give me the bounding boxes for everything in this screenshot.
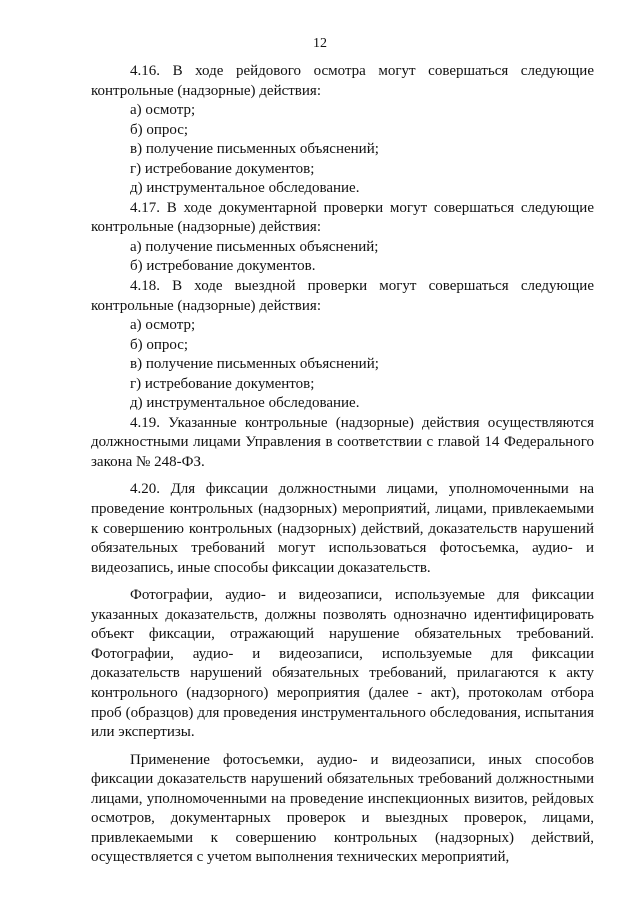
section-4-17-item-b: б) истребование документов. [130, 258, 316, 275]
section-4-16-item-g: г) истребование документов; [130, 160, 315, 177]
photo-requirements-paragraph: Фотографии, аудио- и видеозаписи, используемые для фиксации указанных доказательств, должны позволять однозначно идентифицировать объект фиксации, отражающий нарушение обязательных требований. Фотографии, аудио- и видеозаписи, используемые для фиксации доказательств нарушений обязательных требований, прилагаются к акту контрольного (надзорного) мероприятия (далее - акт), протоколам отбора проб (образцов) для проведения инструментального обследования, испытания или экспертизы. [91, 587, 594, 741]
document-body [91, 62, 594, 868]
section-4-19-paragraph: 4.19. Указанные контрольные (надзорные) действия осуществляются должностными лицами Управления в соответствии с главой 14 Федерального закона № 248-ФЗ. [91, 414, 594, 470]
section-4-17-intro: 4.17. В ходе документарной проверки могут совершаться следующие контрольные (надзорные) действия: [91, 199, 594, 236]
page-number: 12 [313, 36, 327, 51]
section-4-18-item-a: а) осмотр; [130, 317, 196, 334]
section-4-18-item-b: б) опрос; [130, 336, 189, 353]
section-4-18-item-v: в) получение письменных объяснений; [130, 356, 379, 373]
paragraph-gap [91, 578, 594, 586]
section-4-16-item-d: д) инструментальное обследование. [130, 180, 360, 197]
section-4-18-intro: 4.18. В ходе выездной проверки могут совершаться следующие контрольные (надзорные) действия: [91, 278, 594, 314]
section-4-18-item-g: г) истребование документов; [130, 375, 315, 392]
section-4-16-item-v: в) получение письменных объяснений; [130, 141, 379, 158]
section-4-16-intro: 4.16. В ходе рейдового осмотра могут совершаться следующие контрольные (надзорные) действия: [91, 63, 594, 99]
section-4-16-item-a: а) осмотр; [130, 102, 196, 119]
paragraph-gap [91, 743, 594, 751]
section-4-17-item-a: а) получение письменных объяснений; [130, 238, 379, 255]
section-4-16-item-b: б) опрос; [130, 121, 189, 138]
paragraph-gap [91, 472, 594, 480]
section-4-20-paragraph: 4.20. Для фиксации должностными лицами, уполномоченными на проведение контрольных (надзорных) мероприятий, лицами, привлекаемыми к совершению контрольных (надзорных) действий, доказательств нарушений обязательных требований могут использоваться фотосъемка, аудио- и видеозапись, иные способы фиксации доказательств. [91, 481, 594, 576]
section-4-18-item-d: д) инструментальное обследование. [130, 395, 360, 412]
recording-usage-paragraph: Применение фотосъемки, аудио- и видеозаписи, иных способов фиксации доказательств нарушений обязательных требований должностными лицами, уполномоченными на проведение инспекционных визитов, рейдовых осмотров, документарных проверок и выездных проверок, лицами, привлекаемыми к совершению контрольных (надзорных) действий, осуществляется с учетом выполнения технических мероприятий, [91, 751, 594, 866]
